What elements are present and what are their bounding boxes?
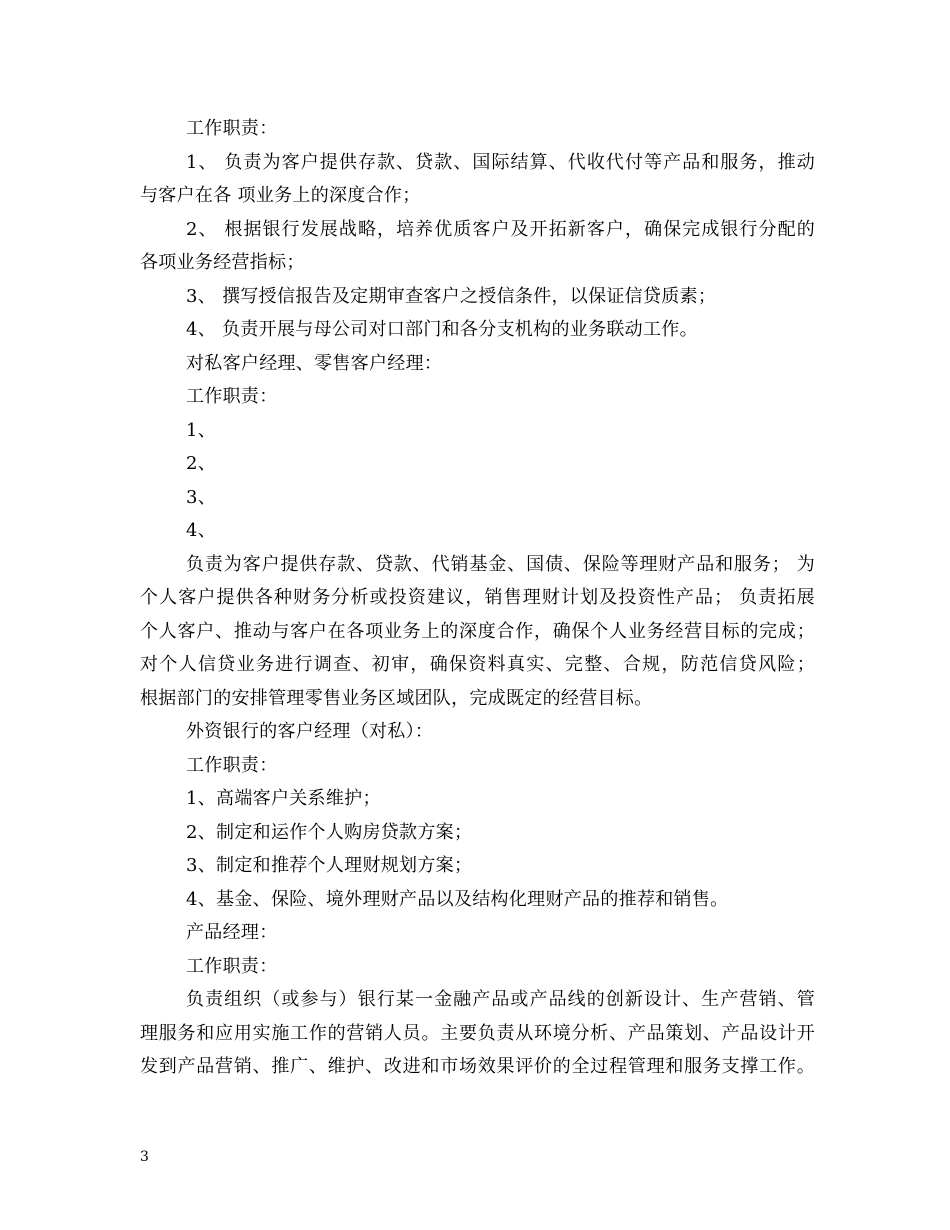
heading-duties: 工作职责： (186, 386, 278, 407)
heading-duties: 工作职责： (186, 118, 278, 139)
paragraph-line: 理服务和应用实施工作的营销人员。主要负责从环境分析、产品策划、产品设计开 (140, 1022, 815, 1044)
document-body (140, 112, 815, 1084)
list-number: 1、 (186, 419, 217, 441)
heading-duties: 工作职责： (186, 955, 278, 977)
section-heading: 对私客户经理、零售客户经理： (186, 352, 443, 374)
list-item: 3、制定和推荐个人理财规划方案； (186, 855, 473, 876)
paragraph-line: 2、 根据银行发展战略，培养优质客户及开拓新客户，确保完成银行分配的 (186, 218, 815, 240)
paragraph-line: 发到产品营销、推广、维护、改进和市场效果评价的全过程管理和服务支撑工作。 (140, 1056, 815, 1077)
paragraph-line: 各项业务经营指标； (140, 252, 305, 273)
list-item: 1、高端客户关系维护； (186, 788, 381, 809)
paragraph-line: 4、 负责开展与母公司对口部门和各分支机构的业务联动工作。 (186, 319, 698, 340)
list-number: 4、 (186, 520, 217, 541)
paragraph-line: 与客户在各 项业务上的深度合作； (140, 185, 421, 206)
list-number: 3、 (186, 486, 217, 508)
paragraph-line: 对个人信贷业务进行调查、初审，确保资料真实、完整、合规，防范信贷风险； (140, 654, 815, 675)
list-number: 2、 (186, 453, 217, 474)
section-heading: 外资银行的客户经理（对私）： (186, 721, 434, 742)
paragraph-line: 个人客户提供各种财务分析或投资建议，销售理财计划及投资性产品； 负责拓展 (140, 587, 815, 608)
paragraph-line: 负责组织（或参与）银行某一金融产品或产品线的创新设计、生产营销、管 (186, 989, 815, 1010)
list-item: 2、制定和运作个人购房贷款方案； (186, 821, 473, 843)
paragraph-line: 1、 负责为客户提供存款、贷款、国际结算、代收代付等产品和服务，推动 (186, 151, 815, 173)
section-heading: 产品经理： (186, 922, 278, 943)
paragraph-line: 负责为客户提供存款、贷款、代销基金、国债、保险等理财产品和服务； 为 (186, 553, 815, 575)
paragraph-line: 个人客户、推动与客户在各项业务上的深度合作，确保个人业务经营目标的完成； (140, 620, 815, 642)
heading-duties: 工作职责： (186, 754, 278, 776)
paragraph-line: 根据部门的安排管理零售业务区域团队，完成既定的经营目标。 (140, 687, 653, 709)
paragraph-line: 3、 撰写授信报告及定期审查客户之授信条件，以保证信贷质素； (186, 285, 717, 307)
page-number: 3 (140, 1149, 149, 1165)
list-item: 4、基金、保险、境外理财产品以及结构化理财产品的推荐和销售。 (186, 888, 729, 910)
